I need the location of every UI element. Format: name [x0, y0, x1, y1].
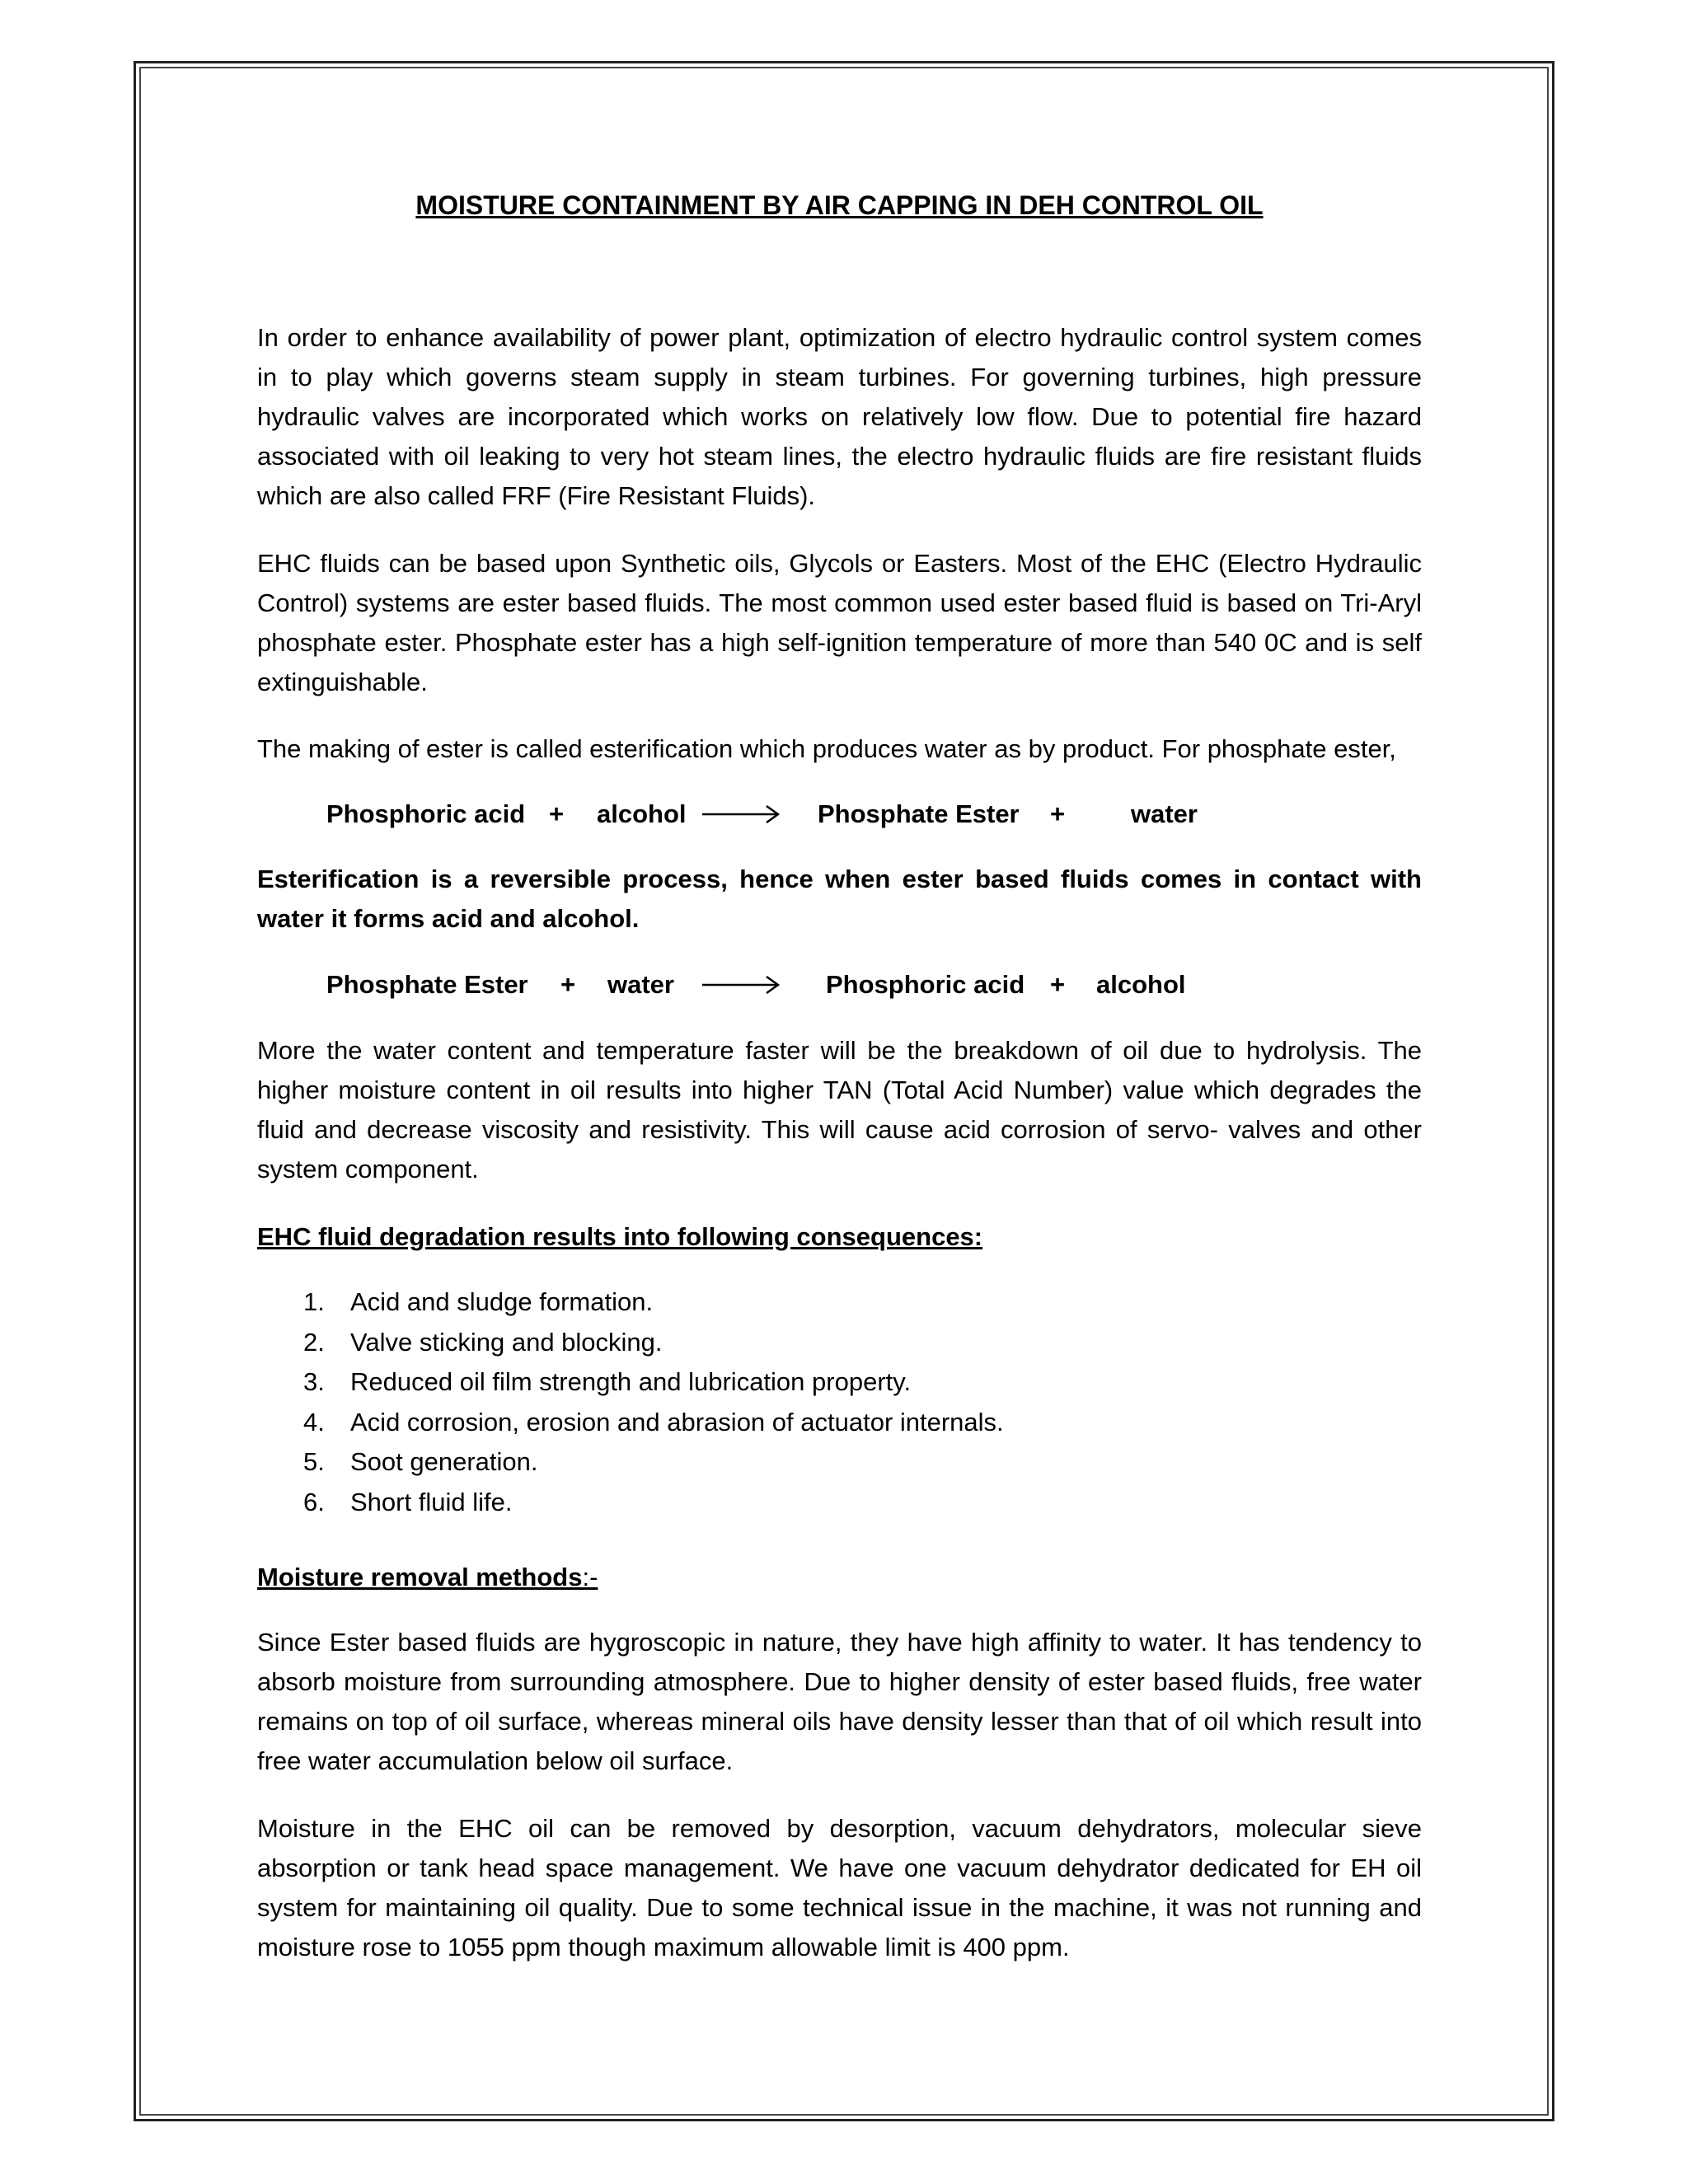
- document-title: MOISTURE CONTAINMENT BY AIR CAPPING IN DEH CONTROL OIL: [415, 190, 1264, 220]
- heading-removal-label: Moisture removal methods: [257, 1563, 583, 1591]
- equation-term: water: [1131, 799, 1198, 828]
- paragraph-reversible: Esterification is a reversible process, hence when ester based fluids comes in contact with water it forms acid and alcohol.: [257, 865, 1422, 933]
- paragraph-removal: Moisture in the EHC oil can be removed by desorption, vacuum dehydrators, molecular sieve absorption or tank head space management. We have one vacuum dehydrator dedicated for EH oil system for maintaining oil quality. Due to some technical issue in the machine, it was not running and moisture rose to 1055 ppm though maximum allowable limit is 400 ppm.: [257, 1814, 1422, 1961]
- equation-term: Phosphoric acid: [826, 970, 1025, 999]
- heading-removal-methods: [257, 1558, 598, 1597]
- paragraph-intro: In order to enhance availability of power plant, optimization of electro hydraulic control system comes in to play which governs steam supply in steam turbines. For governing turbines, high pressure hydraulic valves are incorporated which works on relatively low flow. Due to potential fire hazard associated with oil leaking to very hot steam lines, the electro hydraulic fluids are fire resistant fluids which are also called FRF (Fire Resistant Fluids).: [257, 323, 1422, 510]
- reaction-arrow-icon: [701, 973, 781, 996]
- heading-removal-suffix: :-: [582, 1563, 598, 1591]
- paragraph-ehc-fluids: EHC fluids can be based upon Synthetic oils, Glycols or Easters. Most of the EHC (Electro Hydraulic Control) systems are ester based fluids. The most common used ester based fluid is based on Tri-Aryl phosphate ester. Phosphate ester has a high self-ignition temperature of more than 540 0C and is self extinguishable.: [257, 549, 1422, 696]
- equation-esterification: [257, 794, 1422, 834]
- equation-hydrolysis: [257, 965, 1422, 1005]
- equation-term: Phosphate Ester: [326, 970, 528, 999]
- equation-term: water: [607, 970, 674, 999]
- paragraph-hydrolysis: More the water content and temperature faster will be the breakdown of oil due to hydrolysis. The higher moisture content in oil results into higher TAN (Total Acid Number) value which degrades the fluid and decrease viscosity and resistivity. This will cause acid corrosion of servo- valves and other system component.: [257, 1036, 1422, 1183]
- equation-term: alcohol: [597, 799, 687, 828]
- paragraph-hygroscopic: Since Ester based fluids are hygroscopic in nature, they have high affinity to water. It has tendency to absorb moisture from surrounding atmosphere. Due to higher density of ester based fluids, free water remains on top of oil surface, whereas mineral oils have density lesser than that of oil which result into free water accumulation below oil surface.: [257, 1628, 1422, 1775]
- equation-plus: +: [549, 799, 565, 828]
- equation-plus: +: [1050, 970, 1066, 999]
- reaction-arrow-icon: [701, 803, 781, 826]
- equation-term: alcohol: [1096, 970, 1186, 999]
- equation-plus: +: [1050, 799, 1066, 828]
- equation-plus: +: [560, 970, 576, 999]
- paragraph-esterification: The making of ester is called esterification which produces water as by product. For phosphate ester,: [257, 734, 1396, 763]
- equation-term: Phosphoric acid: [326, 799, 526, 828]
- equation-term: Phosphate Ester: [818, 799, 1020, 828]
- heading-consequences: EHC fluid degradation results into following consequences:: [257, 1222, 983, 1251]
